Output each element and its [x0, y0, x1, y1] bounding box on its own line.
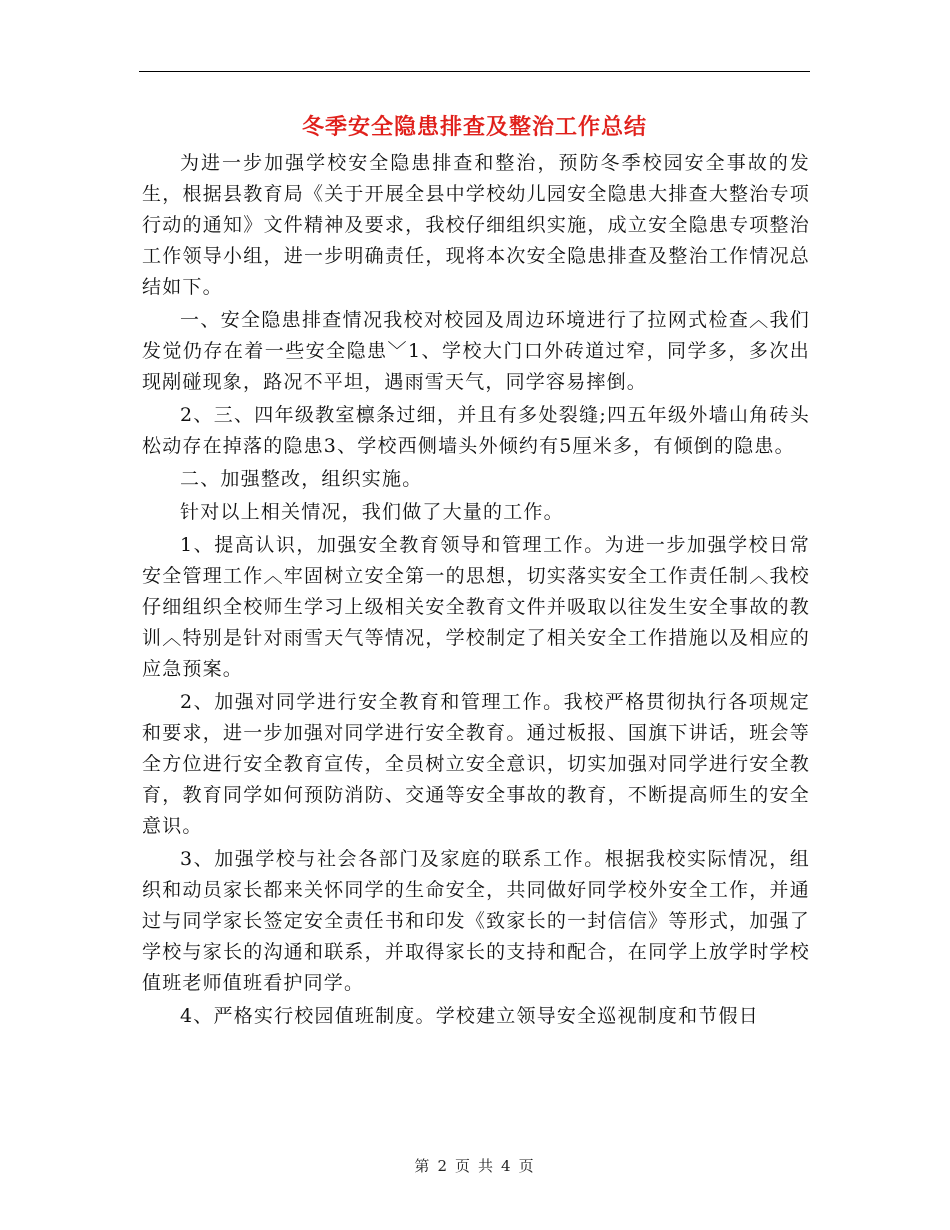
footer-total-word: 共 — [478, 1157, 496, 1175]
paragraph-section-2-heading: 二、加强整改，组织实施。 — [180, 468, 423, 490]
paragraph-measure-1: 1、提高认识，加强安全教育领导和管理工作。为进一步加强学校日常安全管理工作︿牢固树立安全第一的思想，切实落实安全工作责任制︿我校仔细组织全校师生学习上级相关安全教育文件并吸取以往发生安全事故的教训︿特别是针对雨雪天气等情况，学校制定了相关安全工作措施以及相应的应急预案。 — [142, 534, 810, 680]
paragraph-intro: 为进一步加强学校安全隐患排查和整治，预防冬季校园安全事故的发生，根据县教育局《关于开展全县中学校幼儿园安全隐患大排查大整治专项行动的通知》文件精神及要求，我校仔细组织实施，成立安全隐患专项整治工作领导小组，进一步明确责任，现将本次安全隐患排查及整治工作情况总结如下。 — [142, 152, 810, 298]
page-footer — [0, 1155, 950, 1176]
paragraph-measure-2: 2、加强对同学进行安全教育和管理工作。我校严格贯彻执行各项规定和要求，进一步加强对同学进行安全教育。通过板报、国旗下讲话，班会等全方位进行安全教育宣传，全员树立安全意识，切实加强对同学进行安全教育，教育同学如何预防消防、交通等安全事故的教育，不断提高师生的安全意识。 — [142, 691, 810, 837]
footer-suffix: 页 — [518, 1157, 536, 1175]
paragraph-hazard-2-3: 2、三、四年级教室檩条过细，并且有多处裂缝;四五年级外墙山角砖头松动存在掉落的隐患3、学校西侧墙头外倾约有5厘米多，有倾倒的隐患。 — [142, 404, 810, 457]
footer-page-word: 页 — [454, 1157, 472, 1175]
document-title: 冬季安全隐患排查及整治工作总结 — [301, 115, 647, 140]
paragraph-measure-4: 4、严格实行校园值班制度。学校建立领导安全巡视制度和节假日 — [180, 1005, 759, 1027]
footer-current-page: 2 — [437, 1157, 449, 1175]
paragraph-measure-3: 3、加强学校与社会各部门及家庭的联系工作。根据我校实际情况，组织和动员家长都来关怀同学的生命安全，共同做好同学校外安全工作，并通过与同学家长签定安全责任书和印发《致家长的一封信信》等形式，加强了学校与家长的沟通和联系，并取得家长的支持和配合，在同学上放学时学校值班老师值班看护同学。 — [142, 848, 810, 994]
paragraph-work-done: 针对以上相关情况，我们做了大量的工作。 — [180, 501, 564, 523]
document-body — [142, 148, 810, 1034]
footer-prefix: 第 — [414, 1157, 432, 1175]
header-rule — [139, 71, 810, 72]
footer-total-pages: 4 — [501, 1157, 513, 1175]
paragraph-section-1: 一、安全隐患排查情况我校对校园及周边环境进行了拉网式检查︿我们发觉仍存在着一些安全隐患﹀1、学校大门口外砖道过窄，同学多，多次出现剐碰现象，路况不平坦，遇雨雪天气，同学容易摔倒。 — [142, 309, 810, 393]
